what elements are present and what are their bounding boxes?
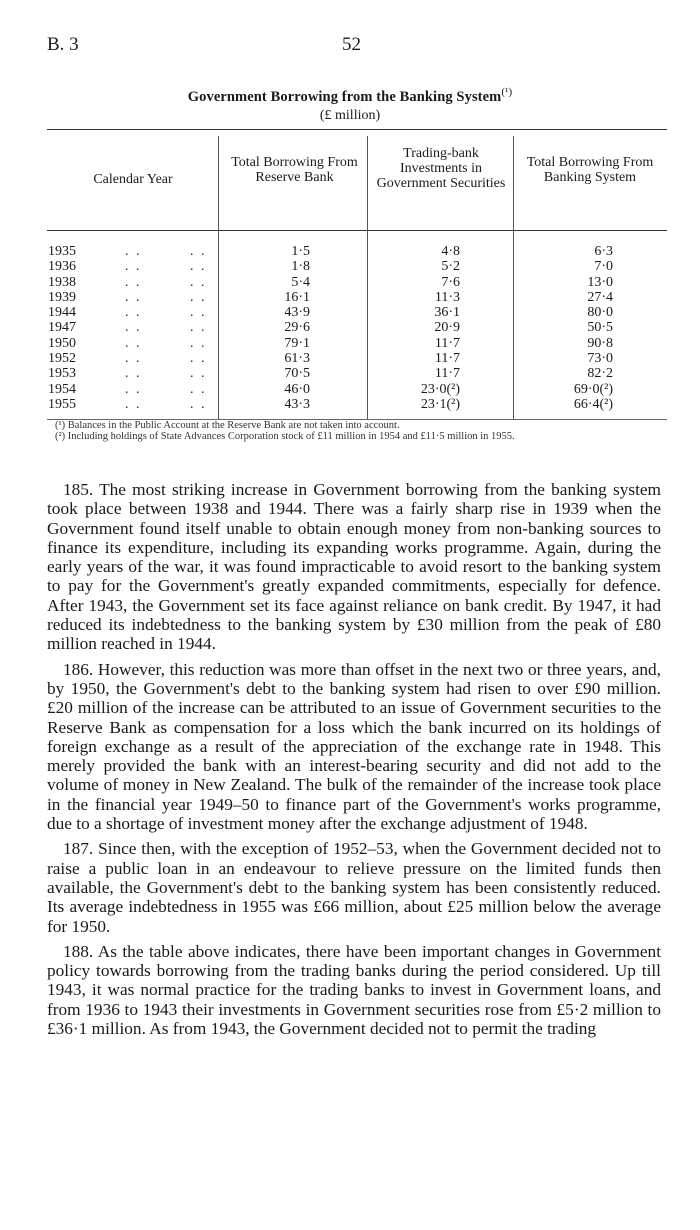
- banking-system-cell: 13·0: [587, 274, 613, 290]
- table-row: [0, 275, 700, 290]
- body-text: [47, 480, 661, 1044]
- reserve-bank-cell: 43·9: [284, 305, 310, 321]
- table-row: [0, 351, 700, 366]
- reserve-bank-cell: 46·0: [284, 381, 310, 397]
- table-row: [0, 244, 700, 259]
- banking-system-cell: 50·5: [587, 320, 613, 336]
- banking-system-cell: 90·8: [587, 335, 613, 351]
- leader-dots: . .: [125, 351, 142, 367]
- year-cell: 1952: [48, 351, 76, 367]
- year-cell: 1953: [48, 366, 76, 382]
- table-title: [0, 86, 700, 106]
- reserve-bank-cell: 43·3: [284, 396, 310, 412]
- table-row: [0, 259, 700, 274]
- leader-dots: . .: [125, 259, 142, 275]
- table-top-rule: [47, 129, 667, 130]
- reserve-bank-cell: 16·1: [284, 289, 310, 305]
- table-header-rule: [47, 230, 667, 231]
- column-header-reserve-bank: Total Borrowing From Reserve Bank: [231, 155, 358, 185]
- table-row: [0, 336, 700, 351]
- reserve-bank-cell: 79·1: [284, 335, 310, 351]
- year-cell: 1954: [48, 381, 76, 397]
- reserve-bank-cell: 1·5: [291, 244, 310, 259]
- table-row: [0, 382, 700, 397]
- year-cell: 1936: [48, 259, 76, 275]
- banking-system-cell: 80·0: [587, 305, 613, 321]
- leader-dots: . .: [125, 366, 142, 382]
- trading-bank-cell: 7·6: [441, 274, 460, 290]
- table-row: [0, 290, 700, 305]
- table-unit: (£ million): [319, 108, 381, 123]
- banking-system-cell: 27·4: [587, 289, 613, 305]
- leader-dots: . .: [190, 366, 207, 382]
- trading-bank-cell: 11·7: [434, 351, 460, 367]
- trading-bank-cell: 5·2: [441, 259, 460, 275]
- table-row: [0, 397, 700, 412]
- leader-dots: . .: [125, 274, 142, 290]
- leader-dots: . .: [125, 244, 142, 259]
- trading-bank-cell: 23·0(²): [420, 381, 460, 397]
- trading-bank-cell: 4·8: [441, 244, 460, 259]
- leader-dots: . .: [125, 381, 142, 397]
- leader-dots: . .: [190, 259, 207, 275]
- banking-system-cell: 7·0: [594, 259, 613, 275]
- paragraph-185: 185. The most striking increase in Government borrowing from the banking system took place between 1938 and 1944. There was a fairly sharp rise in 1939 when the Government found itself unable to obtain enough money from non-banking sources to finance its expenditure, including its expanding works programme. Again, during the early years of the war, it was found impracticable to avoid resort to the banking system to pay for the Government's greatly expanded commitments, especially for defence. After 1943, the Government set its face against reliance on bank credit. By 1947, it had reduced its indebtedness to the banking system by £30 million from the peak of £80 million reached in 1944.: [47, 480, 661, 654]
- reserve-bank-cell: 61·3: [284, 351, 310, 367]
- table-row: [0, 366, 700, 381]
- year-cell: 1939: [48, 289, 76, 305]
- table-title-note: (¹): [501, 86, 513, 98]
- reserve-bank-cell: 5·4: [291, 274, 310, 290]
- column-header-banking-system: Total Borrowing From Banking System: [526, 155, 654, 185]
- trading-bank-cell: 11·7: [434, 366, 460, 382]
- leader-dots: . .: [190, 274, 207, 290]
- leader-dots: . .: [125, 289, 142, 305]
- footnote: (¹) Balances in the Public Account at the Reserve Bank are not taken into account.: [55, 420, 400, 431]
- table-body: [0, 244, 700, 412]
- year-cell: 1947: [48, 320, 76, 336]
- year-cell: 1950: [48, 335, 76, 351]
- leader-dots: . .: [190, 244, 207, 259]
- leader-dots: . .: [190, 351, 207, 367]
- trading-bank-cell: 36·1: [434, 305, 460, 321]
- footnote: (²) Including holdings of State Advances Corporation stock of £11 million in 1954 and £11·5 million in 1955.: [55, 431, 515, 442]
- column-header-year: Calendar Year: [93, 172, 173, 187]
- trading-bank-cell: 23·1(²): [420, 396, 460, 412]
- leader-dots: . .: [125, 396, 142, 412]
- section-code: B. 3: [47, 34, 79, 55]
- trading-bank-cell: 11·7: [434, 335, 460, 351]
- paragraph-187: 187. Since then, with the exception of 1952–53, when the Government decided not to raise a public loan in an endeavour to relieve pressure on the limited funds then available, the Government's debt to the banking system has been consistently reduced. Its average indebtedness in 1955 was £66 million, about £25 million below the average for 1950.: [47, 839, 661, 936]
- leader-dots: . .: [190, 305, 207, 321]
- year-cell: 1944: [48, 305, 76, 321]
- leader-dots: . .: [190, 396, 207, 412]
- leader-dots: . .: [125, 320, 142, 336]
- leader-dots: . .: [190, 381, 207, 397]
- banking-system-cell: 69·0(²): [573, 381, 613, 397]
- leader-dots: . .: [125, 305, 142, 321]
- paragraph-188: 188. As the table above indicates, there have been important changes in Government policy towards borrowing from the trading banks during the period considered. Up till 1943, it was normal practice for the trading banks to invest in Government loans, and from 1936 to 1943 their investments in Government securities rose from £5·2 million to £36·1 million. As from 1943, the Government decided not to permit the trading: [47, 941, 661, 1039]
- banking-system-cell: 82·2: [587, 366, 613, 382]
- trading-bank-cell: 11·3: [434, 289, 460, 305]
- banking-system-cell: 73·0: [587, 351, 613, 367]
- table-row: [0, 305, 700, 320]
- reserve-bank-cell: 29·6: [284, 320, 310, 336]
- banking-system-cell: 66·4(²): [573, 396, 613, 412]
- paragraph-186: 186. However, this reduction was more than offset in the next two or three years, and, by 1950, the Government's debt to the banking system had risen to over £90 million. £20 million of the increase can be attributed to an issue of Government securities to the Reserve Bank as compensation for a loss which the bank incurred on its holdings of foreign exchange as a result of the appreciation of the exchange rate in 1948. This merely provided the bank with an interest-bearing security and did not add to the volume of money in New Zealand. The bulk of the remainder of the increase took place in the financial year 1949–50 to finance part of the Government's works programme, due to a shortage of investment money after the exchange adjustment of 1948.: [47, 659, 661, 834]
- column-header-trading-bank: Trading-bank Investments in Government Securities: [376, 146, 506, 191]
- page-number: 52: [342, 34, 361, 55]
- reserve-bank-cell: 70·5: [284, 366, 310, 382]
- table-title-text: Government Borrowing from the Banking System: [187, 88, 502, 105]
- leader-dots: . .: [190, 289, 207, 305]
- year-cell: 1935: [48, 244, 76, 259]
- leader-dots: . .: [125, 335, 142, 351]
- table-row: [0, 320, 700, 335]
- leader-dots: . .: [190, 320, 207, 336]
- leader-dots: . .: [190, 335, 207, 351]
- year-cell: 1938: [48, 274, 76, 290]
- table-footnotes: [47, 420, 667, 442]
- reserve-bank-cell: 1·8: [291, 259, 310, 275]
- year-cell: 1955: [48, 396, 76, 412]
- banking-system-cell: 6·3: [594, 244, 613, 259]
- trading-bank-cell: 20·9: [434, 320, 460, 336]
